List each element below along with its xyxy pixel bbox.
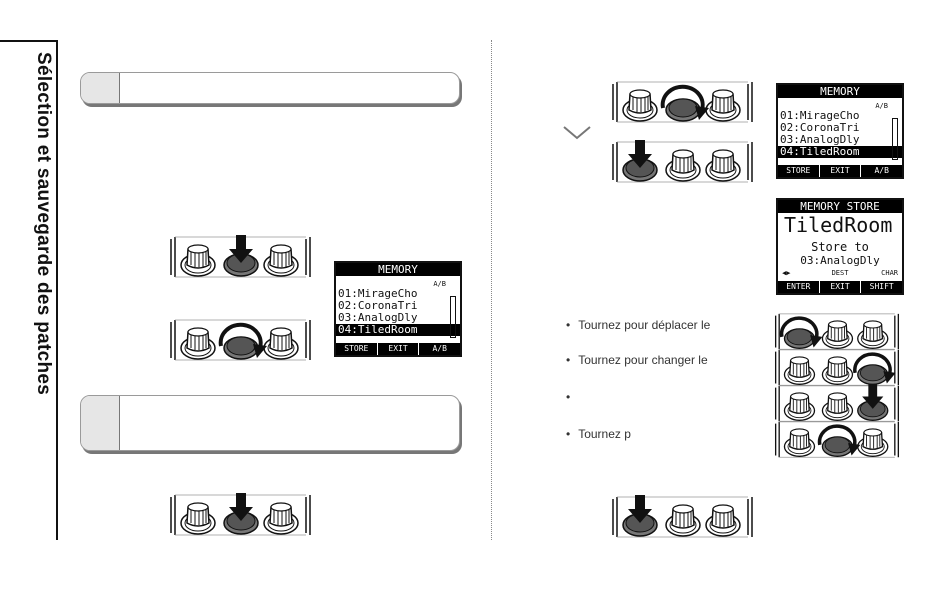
store-destination: 03:AnalogDly (800, 254, 880, 267)
patch-row-selected: 04:TiledRoom (336, 324, 460, 336)
patch-row: 03:AnalogDly (780, 134, 860, 146)
sidebar-rule-top (0, 40, 57, 42)
step-box-1 (80, 72, 460, 104)
store-to-label: Store to (811, 240, 869, 254)
footer-shift: SHIFT (860, 281, 902, 293)
step-number-tab (81, 73, 120, 103)
patch-name: TiledRoom (784, 213, 893, 237)
hint-row: ◀▶ DEST CHAR (782, 269, 899, 277)
patch-row: 02:CoronaTri (338, 300, 418, 312)
footer-exit: EXIT (819, 281, 861, 293)
step-number-tab (81, 396, 120, 450)
pedal-strip-turn-left (773, 312, 901, 352)
sidebar-title (14, 52, 54, 542)
patch-row: 01:MirageCho (780, 110, 860, 122)
footer-store: STORE (344, 344, 369, 353)
footer-enter: ENTER (786, 282, 811, 291)
patch-row-selected: 04:TiledRoom (778, 146, 902, 158)
lcd-footer (778, 281, 902, 293)
footer-exit: EXIT (377, 343, 419, 355)
footer-exit: EXIT (819, 165, 861, 177)
lcd-title: MEMORY (778, 85, 902, 98)
patch-row: 01:MirageCho (338, 288, 418, 300)
chevron-down-icon (562, 125, 592, 141)
pedal-strip-press-left-bottom (610, 495, 755, 540)
lcd-title: MEMORY STORE (778, 200, 902, 213)
scrollbar (892, 118, 898, 160)
pedal-strip-press-center-2 (168, 493, 313, 538)
column-divider (491, 40, 492, 540)
pedal-strip-turn-right (773, 348, 901, 388)
lcd-body (778, 213, 902, 281)
step-box-2 (80, 395, 460, 451)
pedal-strip-press-left (610, 140, 755, 185)
patch-row: 02:CoronaTri (780, 122, 860, 134)
footswitch-knob-icon (181, 245, 215, 276)
pedal-strip-press-center (168, 235, 313, 280)
bullet-item: • Tournez pour changer le (566, 353, 708, 367)
footer-store: STORE (786, 166, 811, 175)
pedal-strip-turn-center (168, 318, 313, 363)
scrollbar (450, 296, 456, 338)
memory-screen-left (334, 261, 462, 357)
pedal-strip-press-right (773, 384, 901, 424)
lcd-footer (336, 343, 460, 355)
patch-row: 03:AnalogDly (338, 312, 418, 324)
bank-label: A/B (433, 280, 446, 288)
pedal-strip-turn-center-right (610, 80, 755, 125)
bullet-item: • Tournez p (566, 427, 631, 441)
bullet-item (566, 390, 578, 404)
footer-ab: A/B (860, 165, 902, 177)
memory-store-screen (776, 198, 904, 295)
bank-label: A/B (875, 102, 888, 110)
memory-screen-right (776, 83, 904, 179)
bullet-item: • Tournez pour déplacer le (566, 318, 710, 332)
lcd-body (336, 276, 460, 343)
lcd-title: MEMORY (336, 263, 460, 276)
lcd-body (778, 98, 902, 165)
sidebar-rule (56, 40, 58, 540)
sidebar-title-text: Sélection et sauvegarde des patches (33, 52, 54, 396)
lcd-footer (778, 165, 902, 177)
pedal-strip-turn-center-small (773, 420, 901, 460)
footer-ab: A/B (418, 343, 460, 355)
